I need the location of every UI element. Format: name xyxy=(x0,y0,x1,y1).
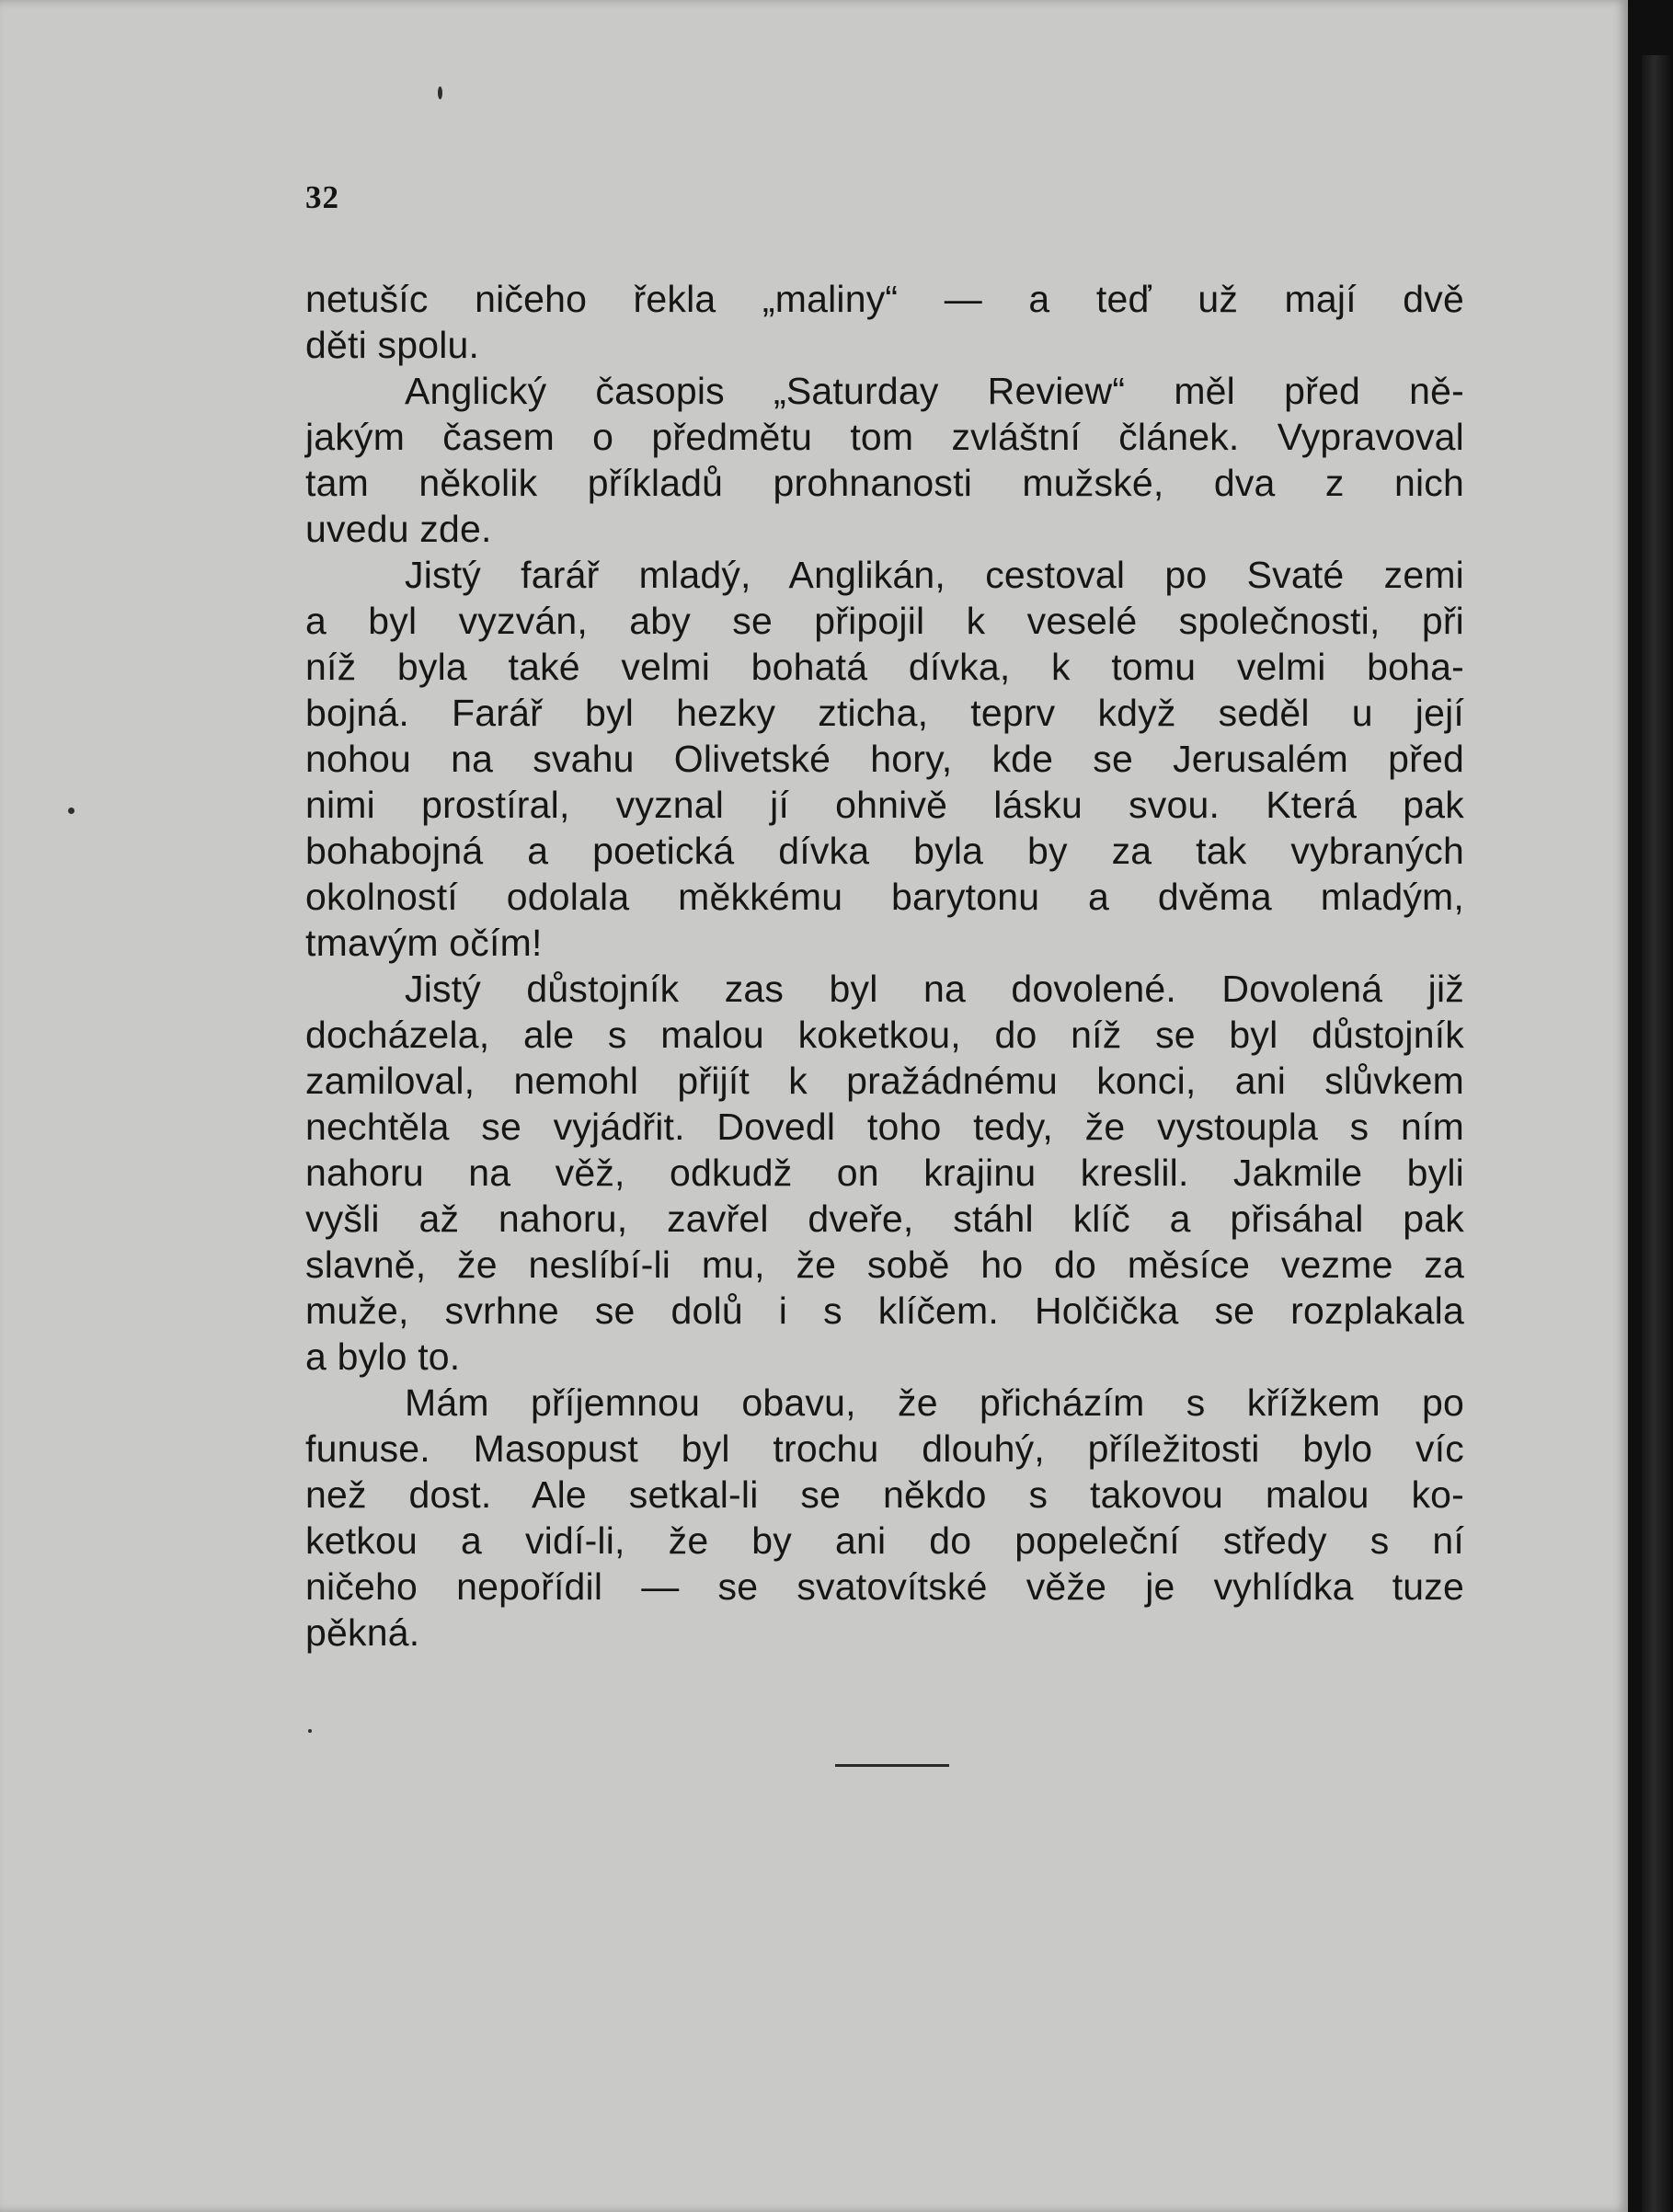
text-line: nimi prostíral, vyznal jí ohnivě lásku svou. Která pak xyxy=(305,784,1464,826)
end-rule xyxy=(835,1764,949,1767)
body-text xyxy=(305,276,1464,1656)
text-line: jakým časem o předmětu tom zvláštní článek. Vypravoval xyxy=(305,416,1464,458)
text-line: níž byla také velmi bohatá dívka, k tomu velmi boha- xyxy=(305,646,1464,688)
text-line: slavně, že neslíbí-li mu, že sobě ho do měsíce vezme za xyxy=(305,1244,1464,1286)
text-line: ketkou a vidí-li, že by ani do popeleční středy s ní xyxy=(305,1519,1464,1562)
page-edge xyxy=(1642,55,1673,2212)
speck xyxy=(68,808,74,814)
text-line: než dost. Ale setkal-li se někdo s takovou malou ko- xyxy=(305,1473,1464,1516)
text-line: a bylo to. xyxy=(305,1335,461,1378)
text-line: Anglický časopis „Saturday Review“ měl před ně- xyxy=(405,370,1464,412)
text-line: bohabojná a poetická dívka byla by za tak vybraných xyxy=(305,830,1464,872)
text-line: a byl vyzván, aby se připojil k veselé společnosti, při xyxy=(305,600,1464,642)
text-line: tmavým očím! xyxy=(305,922,543,964)
text-line: netušíc ničeho řekla „maliny“ — a teď už mají dvě xyxy=(305,278,1464,320)
text-line: vyšli až nahoru, zavřel dveře, stáhl klíč a přisáhal pak xyxy=(305,1198,1464,1240)
text-line: ničeho nepořídil — se svatovítské věže je vyhlídka tuze xyxy=(305,1565,1464,1608)
text-line: zamiloval, nemohl přijít k pražádnému konci, ani slůvkem xyxy=(305,1060,1464,1102)
text-line: okolností odolala měkkému barytonu a dvěma mladým, xyxy=(305,876,1464,918)
text-line: děti spolu. xyxy=(305,324,480,366)
text-line: nahoru na věž, odkudž on krajinu kreslil. Jakmile byli xyxy=(305,1152,1464,1194)
text-line: nechtěla se vyjádřit. Dovedl toho tedy, že vystoupla s ním xyxy=(305,1106,1464,1148)
text-line: docházela, ale s malou koketkou, do níž se byl důstojník xyxy=(305,1014,1464,1056)
page-number: 32 xyxy=(305,179,339,215)
text-line: pěkná. xyxy=(305,1611,420,1654)
text-line: funuse. Masopust byl trochu dlouhý, příležitosti bylo víc xyxy=(305,1427,1464,1470)
text-line: muže, svrhne se dolů i s klíčem. Holčička se rozplakala xyxy=(305,1289,1464,1332)
speck xyxy=(308,1729,312,1733)
text-line: Mám příjemnou obavu, že přicházím s křížkem po xyxy=(405,1381,1464,1424)
text-line: bojná. Farář byl hezky zticha, teprv když seděl u její xyxy=(305,692,1464,734)
text-line: tam několik příkladů prohnanosti mužské, dva z nich xyxy=(305,462,1464,504)
speck xyxy=(438,86,442,99)
text-line: nohou na svahu Olivetské hory, kde se Jerusalém před xyxy=(305,738,1464,780)
text-line: uvedu zde. xyxy=(305,508,492,550)
text-line: Jistý důstojník zas byl na dovolené. Dovolená již xyxy=(405,968,1464,1010)
text-line: Jistý farář mladý, Anglikán, cestoval po Svaté zemi xyxy=(405,554,1464,596)
